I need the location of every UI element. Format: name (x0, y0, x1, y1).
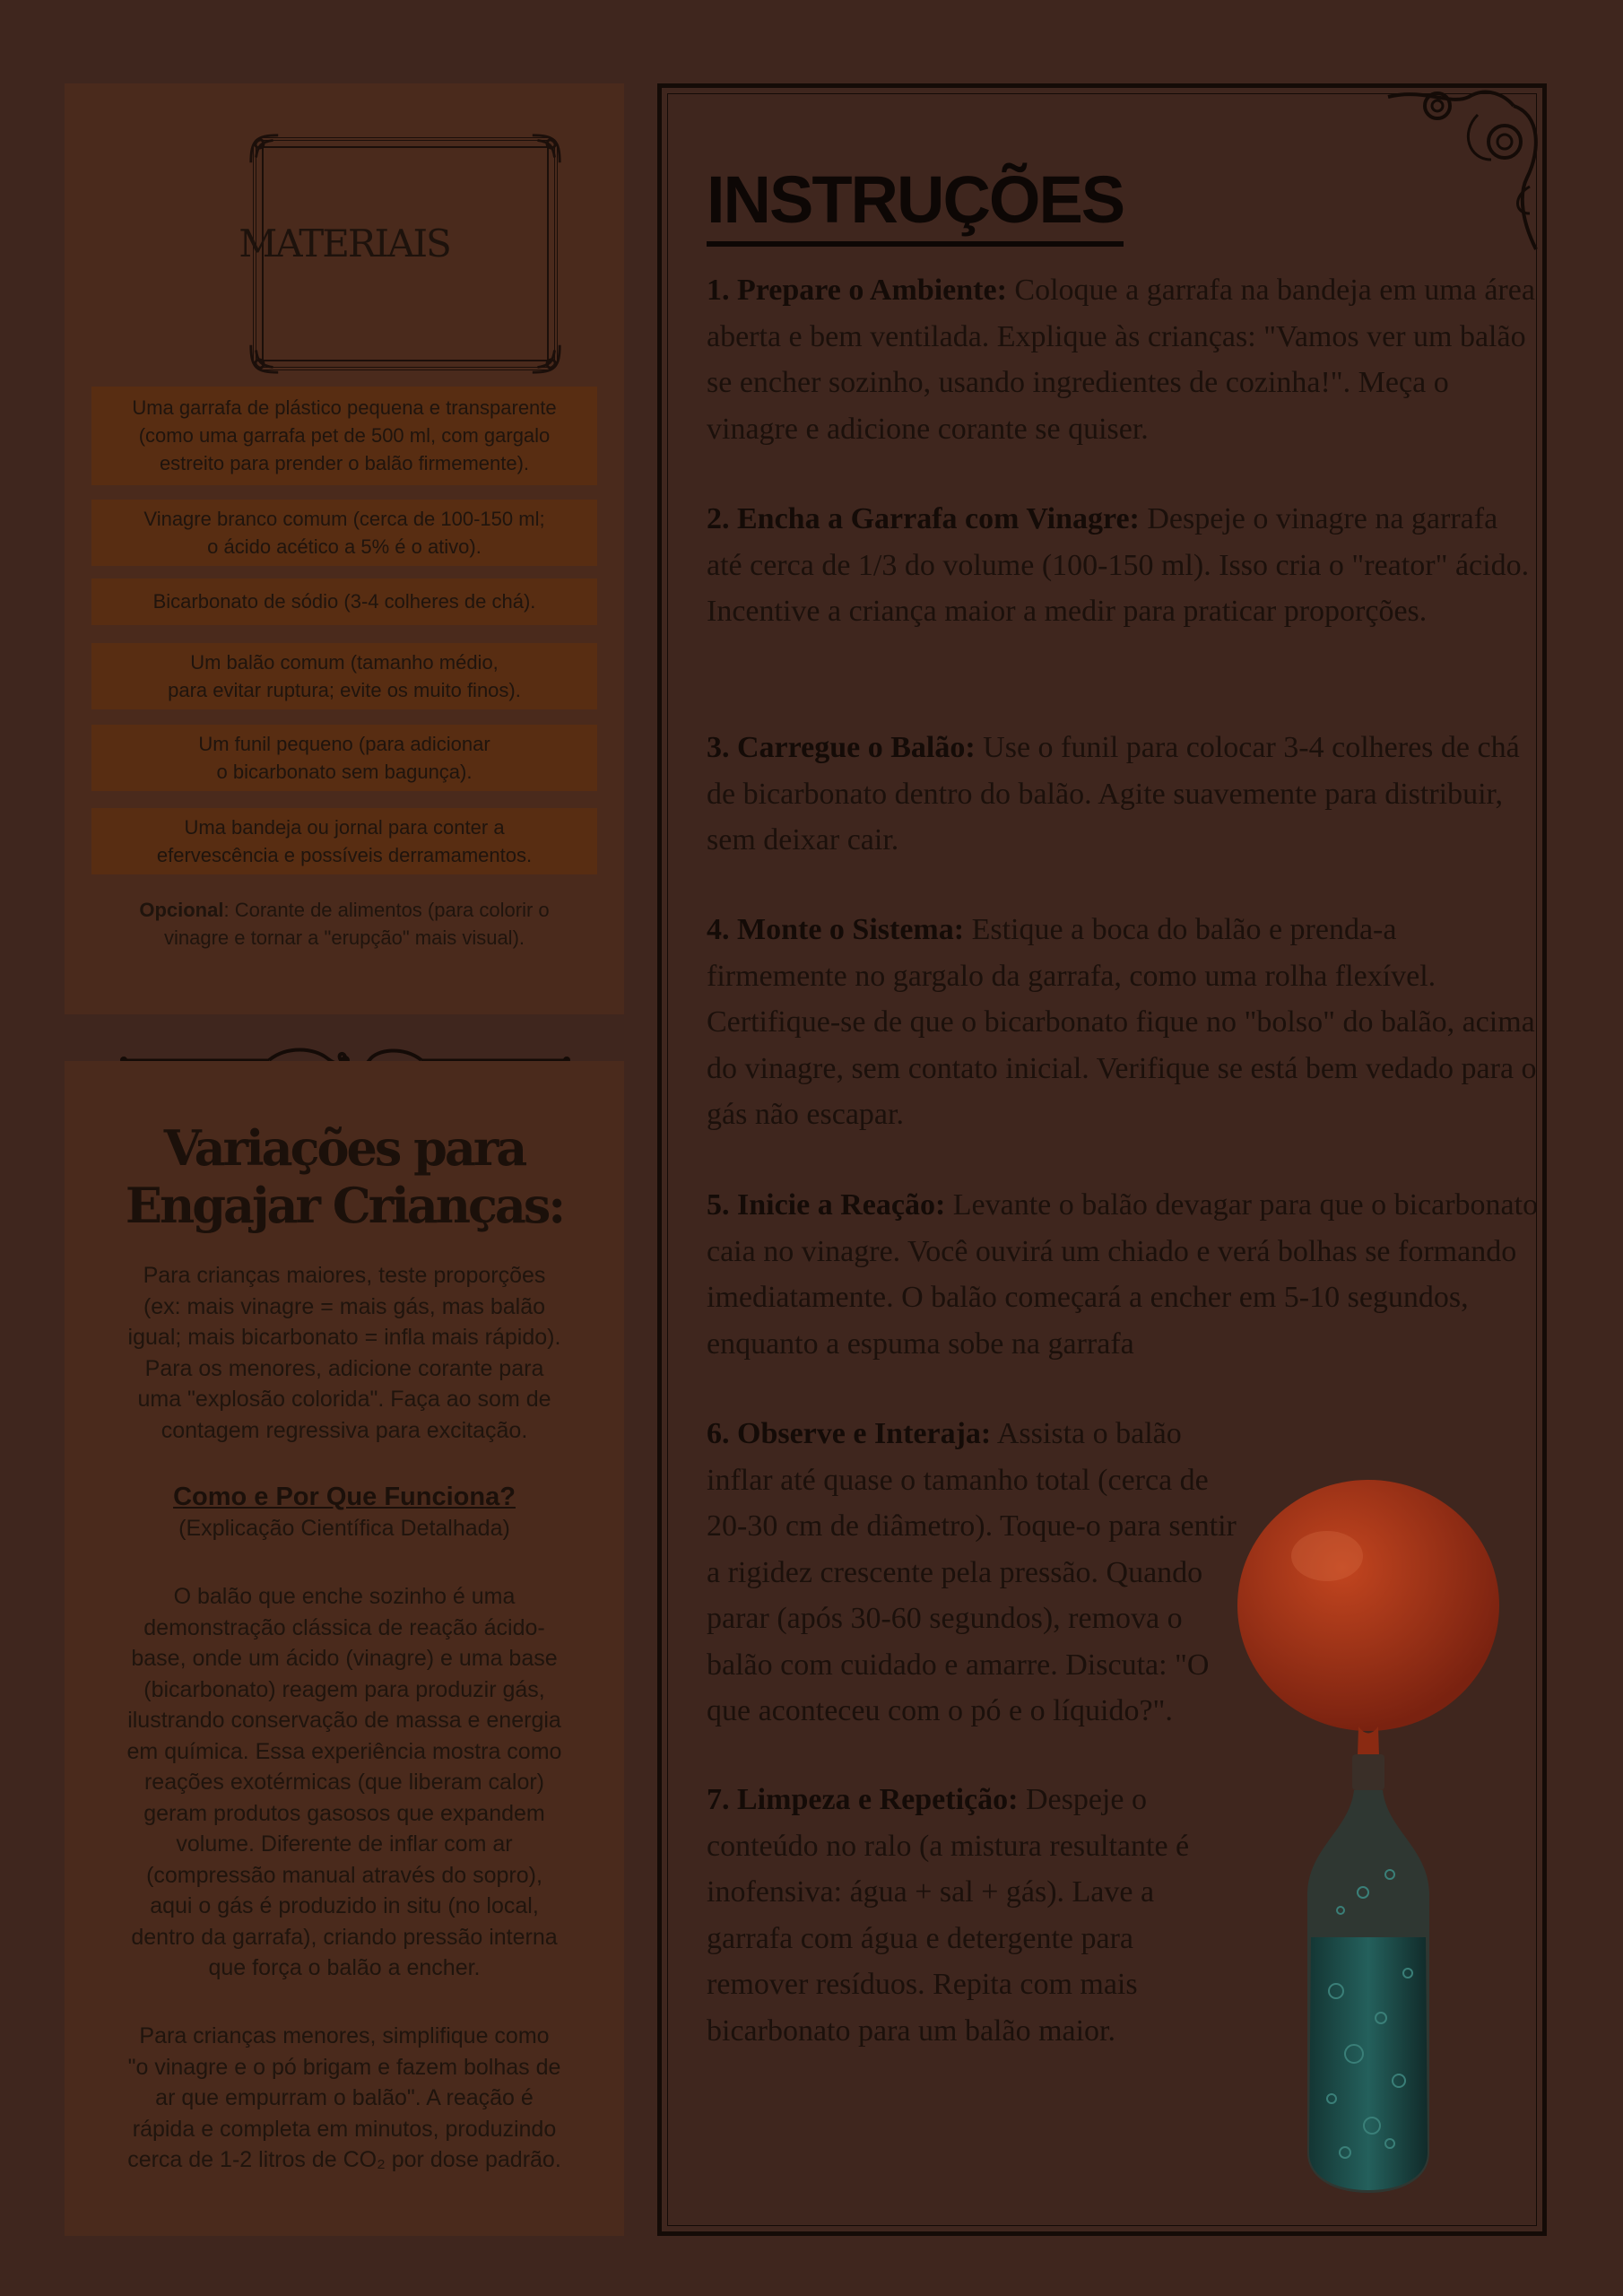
instruction-step (707, 1182, 1541, 1367)
instruction-step (707, 496, 1541, 635)
corner-ornament-icon (1370, 79, 1549, 276)
instructions-title: INSTRUÇÕES (707, 164, 1124, 247)
material-item: Bicarbonato de sódio (3-4 colheres de chá). (91, 578, 597, 625)
step-label: 5. Inicie a Reação: (707, 1188, 946, 1222)
step-text: Despeje o conteúdo no ralo (a mistura resultante é inofensiva: água + sal + gás). Lave a garrafa com água e detergente para remover resíduos. Repita com mais bicarbonato para um balão maior. (707, 1783, 1190, 2048)
step-label: 2. Encha a Garrafa com Vinagre: (707, 502, 1140, 535)
instruction-step (707, 1777, 1209, 2054)
step-label: 6. Observe e Interaja: (707, 1417, 992, 1450)
how-it-works-subtitle: (Explicação Científica Detalhada) (178, 1516, 510, 1541)
instruction-step (707, 267, 1541, 452)
optional-text: : Corante de alimentos (para colorir o vinagre e tornar a "erupção" mais visual). (163, 899, 550, 949)
variations-title: Variações para Engajar Crianças: (125, 1119, 564, 1234)
material-optional (91, 896, 597, 952)
material-item: Uma garrafa de plástico pequena e transparente (como uma garrafa pet de 500 ml, com gargalo estreito para prender o balão firmemente). (91, 387, 597, 485)
materials-panel (65, 83, 624, 1014)
step-text: Assista o balão inflar até quase o tamanho total (cerca de 20-30 cm de diâmetro). Toque-o para sentir a rigidez crescente pela pressão. Quando parar (após 30-60 segundos), remova o balão com cuidado e amarre. Discuta: "O que aconteceu com o pó e o líquido?". (707, 1417, 1237, 1727)
step-label: 3. Carregue o Balão: (707, 731, 976, 764)
step-text: Use o funil para colocar 3-4 colheres de chá de bicarbonato dentro do balão. Agite suavemente para distribuir, sem deixar cair. (707, 731, 1520, 857)
step-text: Despeje o vinagre na garrafa até cerca de 1/3 do volume (100-150 ml). Isso cria o "reator" ácido. Incentive a criança maior a medir para praticar proporções. (707, 502, 1530, 628)
materials-title: MATERIAIS (239, 222, 450, 265)
science-explanation: O balão que enche sozinho é uma demonstração clássica de reação ácido- base, onde um ácido (vinagre) e uma base (bicarbonato) reagem para produzir gás, ilustrando conservação de massa e energia em química. Essa experiência mostra como reações exotérmicas (que liberam calor) geram produtos gasosos que expandem volume. Diferente de inflar com ar (compressão manual através do sopro), aqui o gás é produzido in situ (no local, dentro da garrafa), criando pressão interna que força o balão a encher. (126, 1584, 562, 1980)
optional-label: Opcional (139, 899, 224, 921)
younger-kids-text: Para crianças menores, simplifique como "o vinagre e o pó brigam e fazem bolhas de ar que empurram o balão". A reação é rápida e completa em minutos, produzindo cerca de 1-2 litros de CO₂ por dose padrão. (127, 2023, 561, 2172)
instruction-step (707, 907, 1541, 1138)
step-label: 1. Prepare o Ambiente: (707, 274, 1007, 307)
variations-text: Para crianças maiores, teste proporções (ex: mais vinagre = mais gás, mas balão igual; mais bicarbonato = infla mais rápido). Para os menores, adicione corante para uma "explosão colorida". Faça ao som de contagem regressiva para excitação. (127, 1263, 561, 1443)
step-label: 4. Monte o Sistema: (707, 913, 965, 946)
step-label: 7. Limpeza e Repetição: (707, 1783, 1019, 1816)
step-text: Estique a boca do balão e prenda-a firmemente no gargalo da garrafa, como uma rolha flexível. Certifique-se de que o bicarbonato fique no "bolso" do balão, acima do vinagre, sem contato inicial. Verifique se está bem vedado para o gás não escapar. (707, 913, 1537, 1131)
instruction-step (707, 1411, 1245, 1735)
instruction-step (707, 725, 1541, 864)
material-item: Vinagre branco comum (cerca de 100-150 ml; o ácido acético a 5% é o ativo). (91, 500, 597, 566)
how-it-works-title: Como e Por Que Funciona? (173, 1483, 516, 1511)
material-item: Uma bandeja ou jornal para conter a efervescência e possíveis derramamentos. (91, 808, 597, 874)
material-item: Um funil pequeno (para adicionar o bicarbonato sem bagunça). (91, 725, 597, 791)
step-text: Levante o balão devagar para que o bicarbonato caia no vinagre. Você ouvirá um chiado e verá bolhas se formando imediatamente. O balão começará a encher em 5-10 segundos, enquanto a espuma sobe na garrafa (707, 1188, 1539, 1361)
material-item: Um balão comum (tamanho médio, para evitar ruptura; evite os muito finos). (91, 643, 597, 709)
step-text: Coloque a garrafa na bandeja em uma área aberta e bem ventilada. Explique às crianças: "Vamos ver um balão se encher sozinho, usando ingredientes de cozinha!". Meça o vinagre e adicione corante se quiser. (707, 274, 1535, 446)
variations-panel (65, 1061, 624, 2236)
balloon-bottle-illustration (1228, 1471, 1506, 2206)
